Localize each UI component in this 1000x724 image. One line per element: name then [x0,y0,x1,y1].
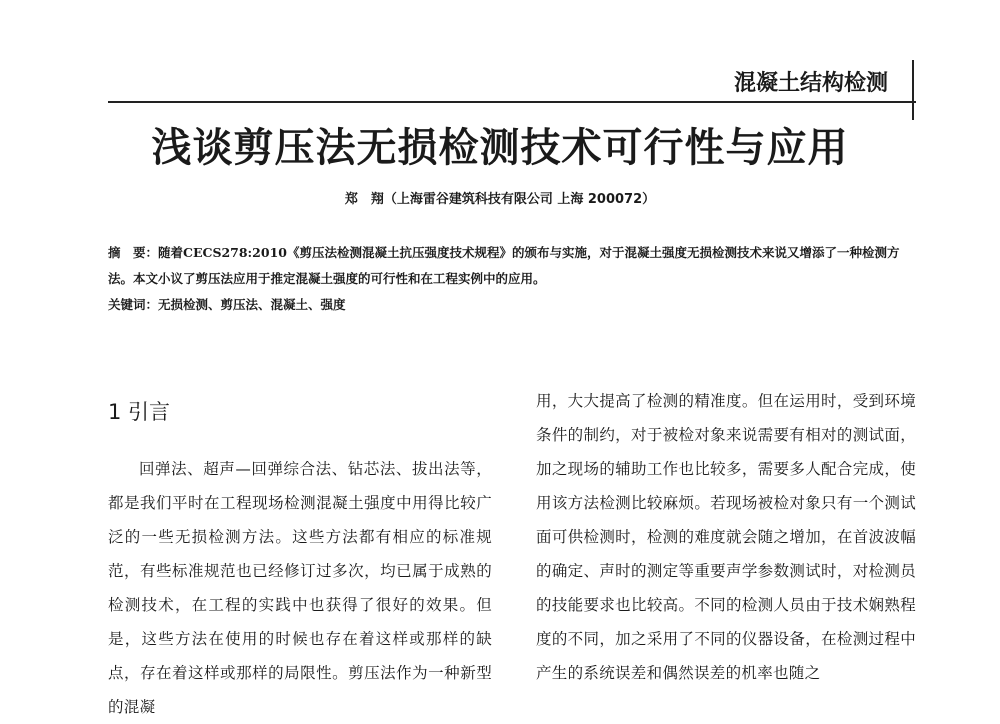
header-vertical-bar [912,60,914,120]
author-line: 郑 翔（上海雷谷建筑科技有限公司 上海 200072） [344,192,656,207]
keywords [108,292,918,318]
body-column-left: 回弹法、超声—回弹综合法、钻芯法、拔出法等，都是我们平时在工程现场检测混凝土强度中用得比较广泛的一些无损检测方法。这些方法都有相应的标准规范，有些标准规范也已经修订过多次，均已属于成熟的检测技术，在工程的实践中也获得了很好的效果。但是，这些方法在使用的时候也存在着这样或那样的缺点，存在着这样或那样的局限性。剪压法作为一种新型的混凝 [108,460,492,716]
paper-title: 浅谈剪压法无损检测技术可行性与应用 [151,125,849,171]
abstract [108,240,918,292]
journal-section-tag: 混凝土结构检测 [733,71,888,96]
keywords-text: 无损检测、剪压法、混凝土、强度 [158,297,346,312]
abstract-text: 随着CECS278:2010《剪压法检测混凝土抗压强度技术规程》的颁布与实施，对于混凝土强度无损检测技术来说又增添了一种检测方法。本文小议了剪压法应用于推定混凝土强度的可行性和在工程实例中的应用。 [108,245,900,286]
abstract-label: 摘 要： [108,245,159,260]
body-column-right: 用，大大提高了检测的精准度。但在运用时，受到环境条件的制约，对于被检对象来说需要有相对的测试面，加之现场的辅助工作也比较多，需要多人配合完成，使用该方法检测比较麻烦。若现场被检对象只有一个测试面可供检测时，检测的难度就会随之增加，在首波波幅的确定、声时的测定等重要声学参数测试时，对检测员的技能要求也比较高。不同的检测人员由于技术娴熟程度的不同，加之采用了不同的仪器设备，在检测过程中产生的系统误差和偶然误差的机率也随之 [536,392,916,682]
keywords-label: 关键词： [108,297,159,312]
section-heading: 1 引言 [108,400,171,424]
header-rule [108,101,916,103]
